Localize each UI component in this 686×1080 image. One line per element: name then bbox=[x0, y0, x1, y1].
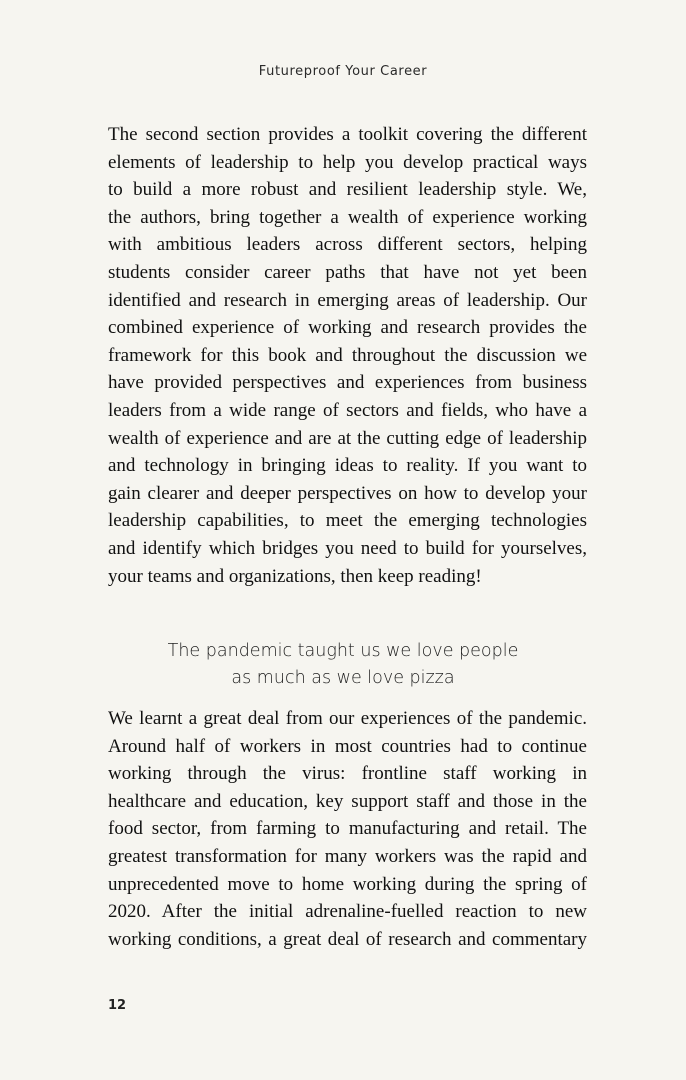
text-line: 2020. After the initial adrenaline-fuelled reaction to new bbox=[108, 901, 587, 923]
text-line: and technology in bringing ideas to reality. If you want to bbox=[108, 455, 587, 477]
page-number: 12 bbox=[108, 998, 127, 1013]
subheading-line: The pandemic taught us we love people bbox=[167, 641, 519, 661]
text-line: leaders from a wide range of sectors and fields, who have a bbox=[108, 399, 587, 421]
text-line: We learnt a great deal from our experiences of the pandemic. bbox=[108, 708, 587, 729]
subheading-line: as much as we love pizza bbox=[231, 668, 455, 688]
text-line: framework for this book and throughout the discussion we bbox=[108, 344, 587, 366]
text-line: gain clearer and deeper perspectives on how to develop your bbox=[108, 482, 587, 504]
text-line: your teams and organizations, then keep reading! bbox=[108, 565, 482, 587]
body-paragraph-2 bbox=[108, 705, 587, 953]
running-head: Futureproof Your Career bbox=[258, 64, 428, 79]
section-subheading bbox=[0, 638, 686, 692]
text-line: greatest transformation for many workers was the rapid and bbox=[108, 845, 587, 867]
text-line: to build a more robust and resilient leadership style. We, bbox=[108, 179, 587, 201]
text-line: Around half of workers in most countries had to continue bbox=[108, 735, 587, 757]
text-line: with ambitious leaders across different sectors, helping bbox=[108, 234, 587, 256]
body-paragraph-1 bbox=[108, 121, 587, 590]
text-line: identified and research in emerging areas of leadership. Our bbox=[108, 289, 587, 311]
text-line: leadership capabilities, to meet the emerging technologies bbox=[108, 510, 587, 532]
text-line: wealth of experience and are at the cutting edge of leadership bbox=[108, 427, 587, 449]
text-line: and identify which bridges you need to build for yourselves, bbox=[108, 537, 587, 559]
text-line: unprecedented move to home working during the spring of bbox=[108, 873, 587, 895]
text-line: The second section provides a toolkit covering the different bbox=[108, 124, 587, 145]
text-line: students consider career paths that have not yet been bbox=[108, 261, 587, 283]
text-line: the authors, bring together a wealth of experience working bbox=[108, 206, 587, 228]
text-line: elements of leadership to help you develop practical ways bbox=[108, 151, 587, 173]
text-line: have provided perspectives and experiences from business bbox=[108, 372, 587, 394]
text-line: working conditions, a great deal of research and commentary bbox=[108, 928, 587, 950]
text-line: food sector, from farming to manufacturing and retail. The bbox=[108, 818, 587, 840]
text-line: working through the virus: frontline staff working in bbox=[108, 763, 587, 785]
text-line: healthcare and education, key support staff and those in the bbox=[108, 790, 587, 812]
text-line: combined experience of working and research provides the bbox=[108, 317, 587, 339]
